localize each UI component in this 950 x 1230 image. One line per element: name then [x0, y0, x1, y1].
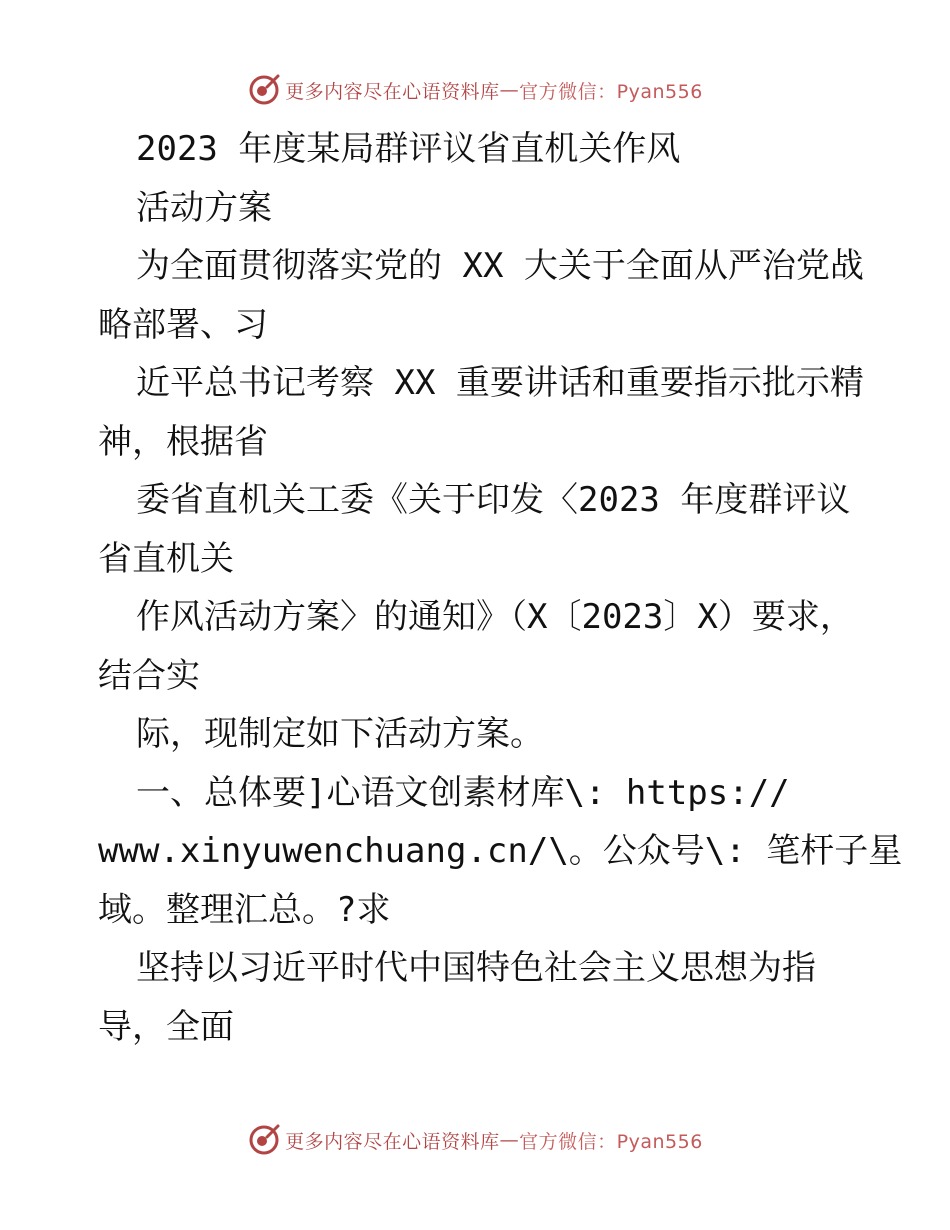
paragraph-line: 近平总书记考察 XX 重要讲话和重要指示批示精	[136, 363, 864, 403]
paragraph-line: 际，现制定如下活动方案。	[136, 714, 544, 754]
paragraph-line: 域。整理汇总。?求	[98, 889, 391, 930]
header-dash: —	[499, 79, 520, 101]
footer-brand-text: 更多内容尽在心语资料库	[285, 1130, 500, 1153]
paragraph-line: 神，根据省	[98, 421, 268, 462]
footer-watermark	[0, 1120, 950, 1160]
paragraph-line: 略部署、习	[98, 304, 268, 345]
paragraph-line: 为全面贯彻落实党的 XX 大关于全面从严治党战	[136, 246, 864, 286]
section-heading-line: 一、总体要]心语文创素材库\: https://	[136, 772, 790, 813]
paragraph-line: 导，全面	[98, 1006, 234, 1047]
footer-dash: —	[499, 1129, 520, 1151]
paragraph-line: 委省直机关工委《关于印发〈2023 年度群评议	[136, 480, 851, 520]
footer-wechat-text: 官方微信：Pyan556	[519, 1130, 703, 1153]
header-wechat-text: 官方微信：Pyan556	[519, 80, 703, 103]
paragraph-line: 省直机关	[98, 538, 234, 579]
header-brand-text: 更多内容尽在心语资料库	[285, 80, 500, 103]
paragraph-line: 坚持以习近平时代中国特色社会主义思想为指	[136, 948, 816, 988]
document-body	[98, 120, 903, 1056]
header-watermark	[0, 70, 950, 110]
title-line-2: 活动方案	[136, 187, 272, 228]
paragraph-line: 作风活动方案〉的通知》（X〔2023〕X）要求，	[136, 597, 854, 637]
brush-logo-icon	[247, 73, 281, 107]
brush-logo-icon	[247, 1123, 281, 1157]
title-line-1: 2023 年度某局群评议省直机关作风	[136, 129, 681, 169]
paragraph-line: 结合实	[98, 655, 200, 696]
paragraph-line: www.xinyuwenchuang.cn/\。公众号\: 笔杆子星	[98, 831, 903, 871]
